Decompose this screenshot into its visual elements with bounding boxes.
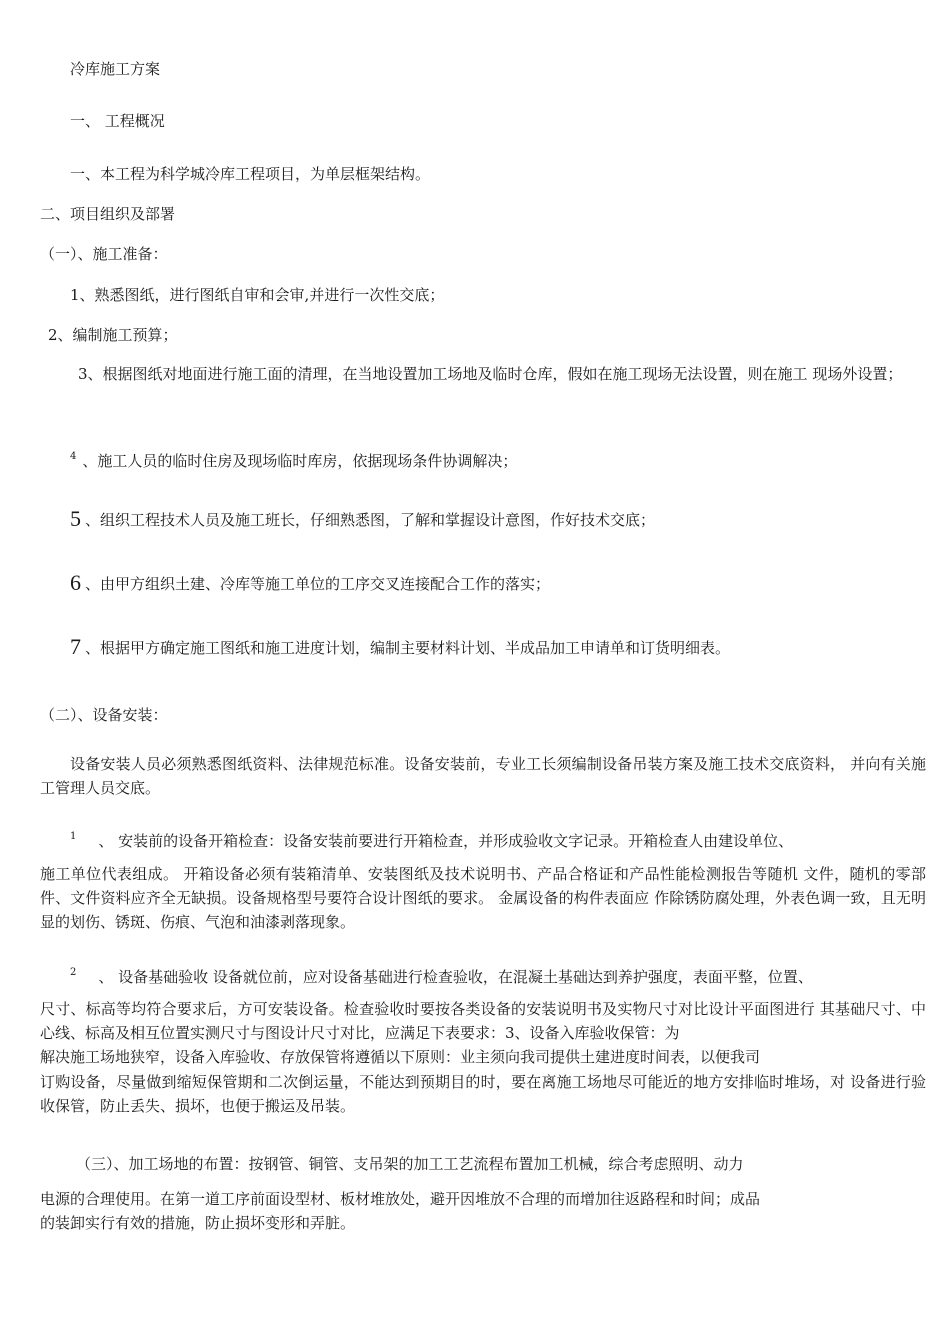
section1-heading: 一、 工程概况 [70,112,165,130]
section2-heading: 二、项目组织及部署 [40,205,176,223]
prep-item-1-num: 1 [70,286,80,304]
prep-item-4-num: 4 [70,451,77,462]
section1-item: 一、本工程为科学城冷库工程项目，为单层框架结构。 [70,165,431,183]
prep-heading: （一）、施工准备： [40,245,168,263]
prep-item-1-text: 、熟悉图纸，进行图纸自审和会审,并进行一次性交底； [79,286,445,304]
install-item2-rest-3: 订购设备，尽量做到缩短保管期和二次倒运量，不能达到预期目的时，要在离施工场地尽可能近的地方安排临时堆场，对 设备进行验收保管，防止丢失、损坏，也便于搬运及吊装。 [40,1073,926,1115]
prep-item-6-text: 、由甲方组织土建、冷库等施工单位的工序交叉连接配合工作的落实； [85,575,551,593]
prep-item-5-text: 、组织工程技术人员及施工班长，仔细熟悉图，了解和掌握设计意图，作好技术交底； [85,511,656,529]
prep-item-4 [70,446,517,472]
prep-item-6 [70,572,550,595]
prep-item-4-text: 、施工人员的临时住房及现场临时库房，依据现场条件协调解决； [82,452,518,470]
install-item2-first [70,962,813,988]
prep-item-2 [48,324,178,346]
prep-item-7 [70,636,730,659]
prep-item-3 [40,362,926,386]
prep-item-3-text: 、根据图纸对地面进行施工面的清理，在当地设置加工场地及临时仓库，假如在施工现场无法设置，则在施工 现场外设置； [87,365,903,383]
prep-item-5-num: 5 [70,506,81,531]
site-layout-first: （三）、加工场地的布置：按钢管、铜管、支吊架的加工工艺流程布置加工机械，综合考虑照明、动力 [76,1155,744,1173]
install-item2-num: 2 [70,967,77,978]
install-intro: 设备安装人员必须熟悉图纸资料、法律规范标准。设备安装前，专业工长须编制设备吊装方案及施工技术交底资料， 并向有关施工管理人员交底。 [40,755,926,797]
document-title: 冷库施工方案 [70,60,161,78]
install-heading: （二）、设备安装： [40,706,168,724]
install-item2-rest-2: 解决施工场地狭窄，设备入库验收、存放保管将遵循以下原则：业主须向我司提供土建进度时间表，以便我司 [40,1048,761,1066]
install-item2-first-text: 、 设备基础验收 设备就位前，应对设备基础进行检查验收，在混凝土基础达到养护强度，表面平整，位置、 [98,968,813,986]
site-layout-rest-1: 电源的合理使用。在第一道工序前面设型材、板材堆放处，避开因堆放不合理的而增加往返路程和时间；成品 [40,1190,761,1208]
install-item2-rest-1: 尺寸、标高等均符合要求后，方可安装设备。检查验收时要按各类设备的安装说明书及实物尺寸对比设计平面图进行 其基础尺寸、中心线、标高及相互位置实测尺寸与图设计尺寸对比，应满足下表要求：3、设备入库验收保管：为 [40,1000,926,1042]
prep-item-2-text: 、编制施工预算； [57,326,178,344]
install-item1-num: 1 [70,831,77,842]
prep-item-2-num: 2 [48,326,58,344]
prep-item-7-text: 、根据甲方确定施工图纸和施工进度计划，编制主要材料计划、半成品加工申请单和订货明细表。 [85,639,731,657]
prep-item-7-num: 7 [70,634,81,659]
prep-item-1 [70,284,444,306]
install-item1-first-text: 、 安装前的设备开箱检查：设备安装前要进行开箱检查，并形成验收文字记录。开箱检查人由建设单位、 [98,832,794,850]
prep-item-3-num: 3 [78,365,88,383]
install-item1-first [70,826,793,852]
prep-item-6-num: 6 [70,570,81,595]
site-layout-rest-2: 的装卸实行有效的措施，防止损坏变形和弄脏。 [40,1214,356,1232]
install-item1-rest: 施工单位代表组成。 开箱设备必须有装箱清单、安装图纸及技术说明书、产品合格证和产品性能检测报告等随机 文件，随机的零部件、文件资料应齐全无缺损。设备规格型号要符合设计图纸的要求。 金属设备的构件表面应 作除锈防腐处理，外表色调一致，且无明显的划伤、锈斑、伤痕、气泡和油漆剥落现象。 [40,865,926,931]
prep-item-5 [70,508,655,531]
